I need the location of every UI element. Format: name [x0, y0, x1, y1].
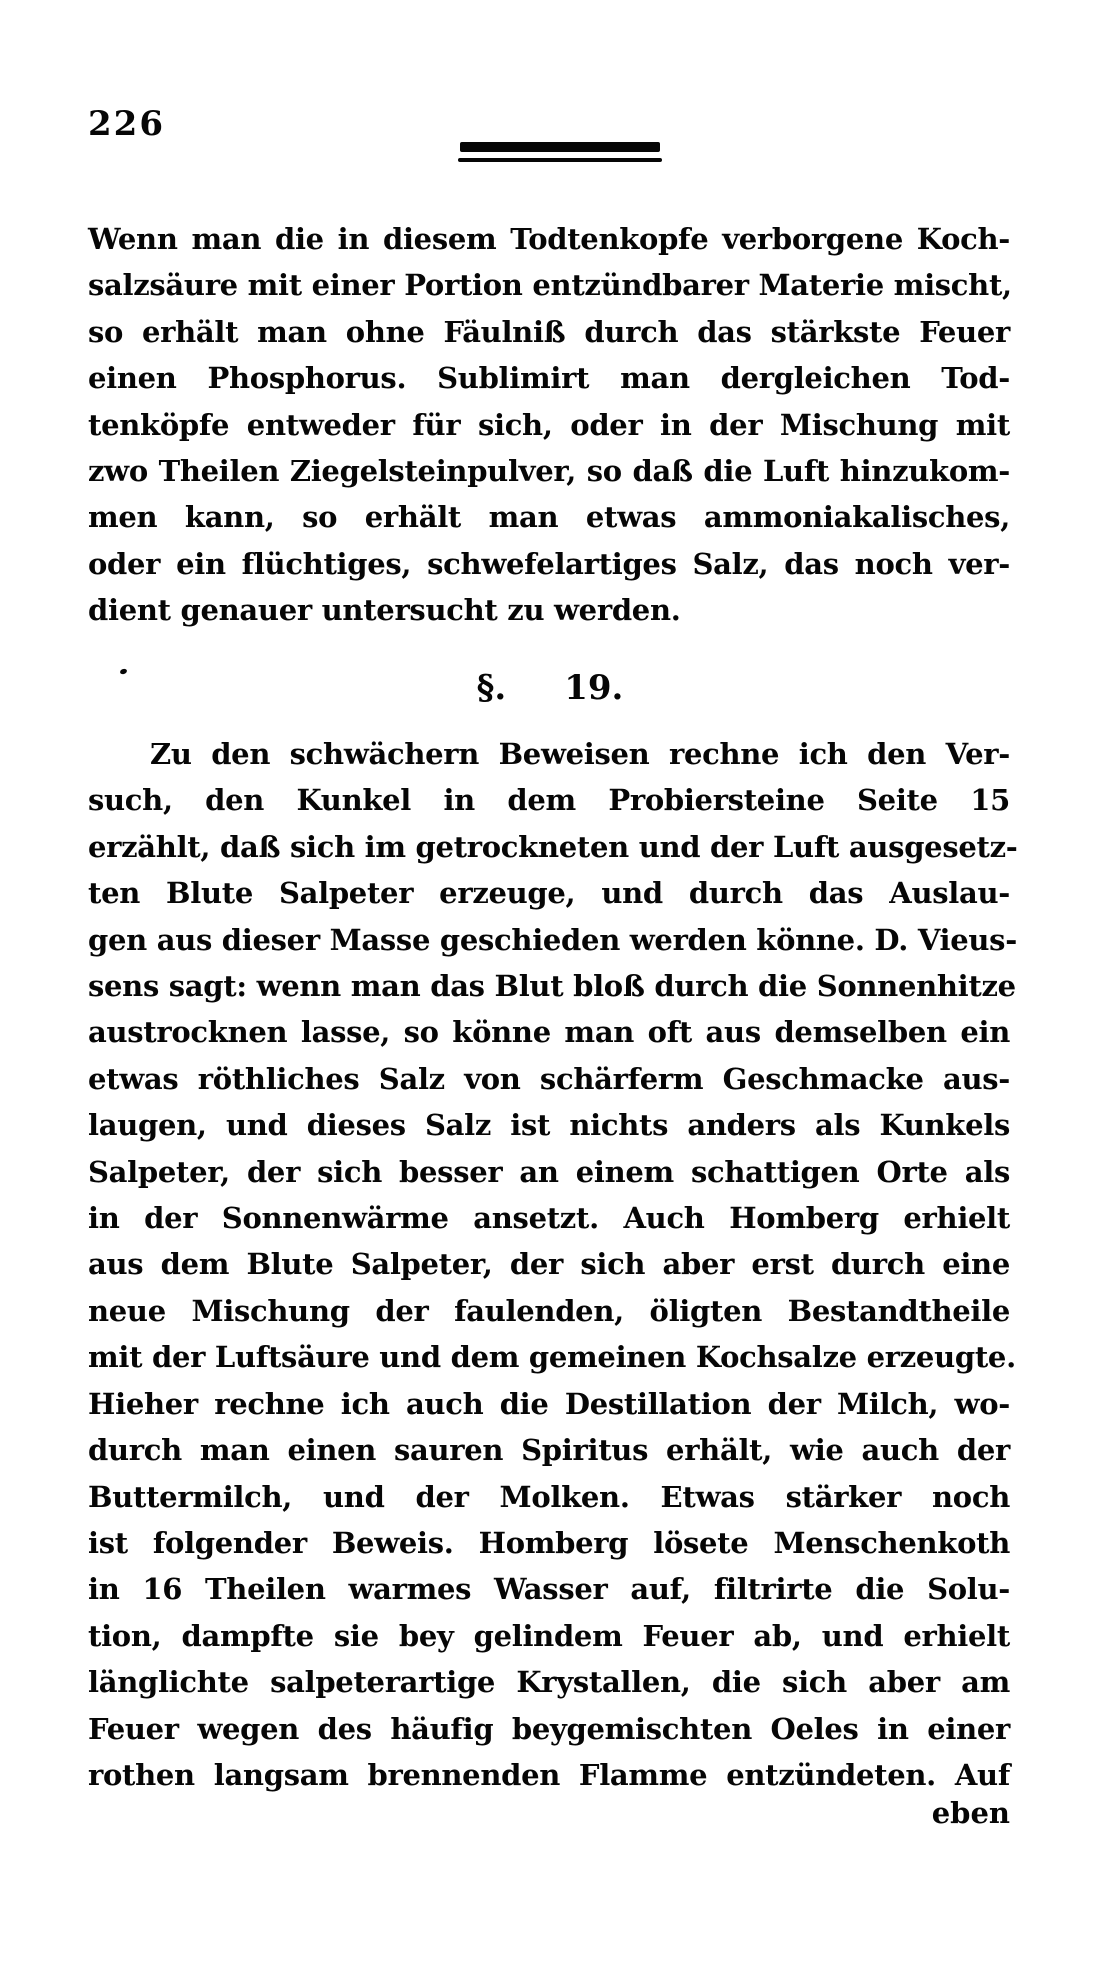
text-line: Wenn man die in diesem Todtenkopfe verborgene Koch- — [88, 222, 1010, 256]
text-line: such, den Kunkel in dem Probiersteine Seite 15 — [88, 783, 1010, 818]
text-line: Feuer wegen des häufig beygemischten Oeles in einer — [88, 1711, 1010, 1746]
text-line: austrocknen lasse, so könne man oft aus demselben ein — [88, 1015, 1010, 1050]
paragraph-1 — [88, 216, 1010, 634]
rule-thin — [458, 158, 662, 162]
section-heading — [0, 668, 1100, 708]
paragraph-2 — [88, 731, 1018, 1798]
text-line: Zu den schwächern Beweisen rechne ich den Ver- — [150, 737, 1010, 771]
text-line: Hieher rechne ich auch die Destillation der Milch, wo- — [88, 1386, 1010, 1421]
text-line: mit der Luftsäure und dem gemeinen Kochsalze erzeugte. — [88, 1340, 1016, 1375]
text-line: oder ein flüchtiges, schwefelartiges Salz, das noch ver- — [88, 546, 1010, 581]
text-line: neue Mischung der faulenden, öligten Bestandtheile — [88, 1293, 1010, 1328]
text-line: salzsäure mit einer Portion entzündbarer Materie mischt, — [88, 268, 1012, 303]
text-line: einen Phosphorus. Sublimirt man dergleichen Tod- — [88, 361, 1010, 396]
text-line: ist folgender Beweis. Homberg lösete Menschenkoth — [88, 1525, 1010, 1560]
text-line: durch man einen sauren Spiritus erhält, wie auch der — [88, 1433, 1010, 1468]
text-line: zwo Theilen Ziegelsteinpulver, so daß die Luft hinzukom- — [88, 454, 1010, 489]
rule-thick — [460, 142, 660, 152]
text-line: tenköpfe entweder für sich, oder in der Mischung mit — [88, 407, 1010, 442]
section-number: 19. — [564, 668, 624, 708]
section-mark: §. — [476, 668, 507, 708]
text-line: dient genauer untersucht zu werden. — [88, 593, 681, 628]
text-line: rothen langsam brennenden Flamme entzündeten. Auf — [88, 1757, 1010, 1792]
text-line: men kann, so erhält man etwas ammoniakalisches, — [88, 500, 1010, 535]
text-line: gen aus dieser Masse geschieden werden könne. D. Vieus- — [88, 922, 1017, 957]
text-line: in der Sonnenwärme ansetzt. Auch Homberg erhielt — [88, 1201, 1010, 1236]
text-line: erzählt, daß sich im getrockneten und der Luft ausgesetz- — [88, 829, 1018, 864]
header-rule-ornament — [458, 142, 662, 162]
text-line: sens sagt: wenn man das Blut bloß durch die Sonnenhitze — [88, 969, 1016, 1004]
text-line: tion, dampfte sie bey gelindem Feuer ab, und erhielt — [88, 1618, 1010, 1653]
text-line: aus dem Blute Salpeter, der sich aber erst durch eine — [88, 1247, 1010, 1282]
text-line: länglichte salpeterartige Krystallen, die sich aber am — [88, 1665, 1010, 1700]
text-line: Salpeter, der sich besser an einem schattigen Orte als — [88, 1154, 1010, 1189]
text-line: etwas röthliches Salz von schärferm Geschmacke aus- — [88, 1061, 1010, 1096]
text-line: so erhält man ohne Fäulniß durch das stärkste Feuer — [88, 314, 1010, 349]
text-line: Buttermilch, und der Molken. Etwas stärker noch — [88, 1479, 1010, 1514]
text-line: ten Blute Salpeter erzeuge, und durch das Auslau- — [88, 876, 1010, 911]
text-line: in 16 Theilen warmes Wasser auf, filtrirte die Solu- — [88, 1572, 1010, 1607]
text-line: laugen, und dieses Salz ist nichts anders als Kunkels — [88, 1108, 1010, 1143]
catchword: eben — [931, 1796, 1010, 1830]
page-number: 226 — [88, 104, 165, 144]
